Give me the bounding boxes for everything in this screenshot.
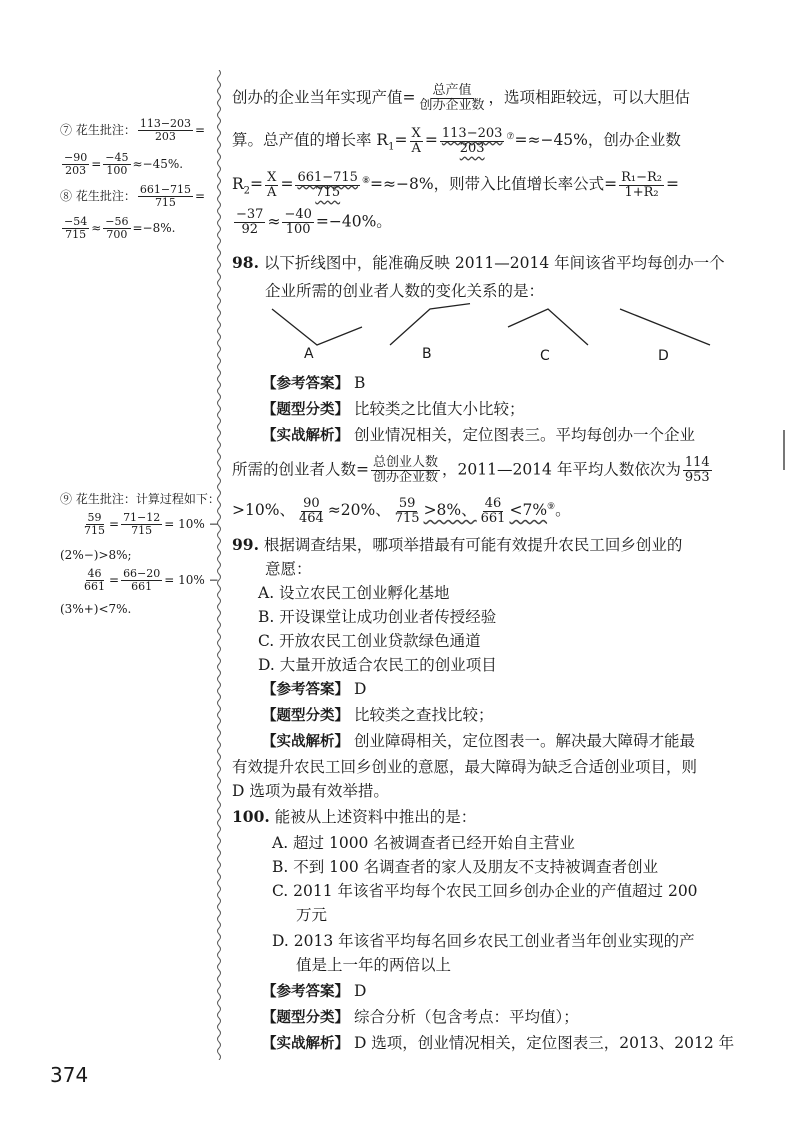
q100-option-d-2 xyxy=(296,954,451,976)
frac xyxy=(619,171,664,200)
side-note-7-fraction xyxy=(138,118,193,143)
frac-den: 715 xyxy=(394,510,420,526)
text: 万元 xyxy=(296,906,328,924)
answer-value: D xyxy=(353,680,367,698)
frac-den: 661 xyxy=(131,580,153,593)
frac-num: 总产值 xyxy=(432,83,472,98)
text: C. 2011 年该省平均每个农民工回乡创办企业的产值超过 200 xyxy=(272,882,698,900)
q99-option-a xyxy=(258,582,450,604)
frac-den: 92 xyxy=(241,222,258,237)
eq-sign: = xyxy=(109,573,120,587)
frac-den: 715 xyxy=(154,196,176,209)
frac xyxy=(121,568,162,593)
eq-sign: = xyxy=(109,517,120,531)
frac xyxy=(683,456,712,485)
q100-analysis-1 xyxy=(262,1032,734,1055)
q99-option-b xyxy=(258,606,496,628)
margin-divider xyxy=(216,70,222,1060)
frac-den: 创办企业数 xyxy=(419,98,485,113)
q98-analysis-3 xyxy=(232,496,571,526)
answer-tag: 【参考答案】 xyxy=(262,682,349,698)
text: 算。总产值的增长率 R xyxy=(232,131,389,150)
q99-analysis-2 xyxy=(232,756,697,778)
text: A. 设立农民工创业孵化基地 xyxy=(258,584,450,602)
text: ≈ xyxy=(267,212,281,231)
text: 意愿： xyxy=(265,560,312,578)
frac-num: −56 xyxy=(105,215,129,228)
frac-den: 464 xyxy=(298,510,324,526)
frac-num: 总创业人数 xyxy=(373,455,439,470)
approx-sign: ≈ xyxy=(91,221,102,235)
text: D. 2013 年该省平均每名回乡农民工创业者当年创业实现的产 xyxy=(272,932,695,950)
frac-den: 700 xyxy=(106,228,128,241)
text: = xyxy=(424,131,438,150)
frac-den: A xyxy=(411,140,421,156)
q98-answer xyxy=(262,372,365,395)
side-note-9-line4 xyxy=(80,568,219,593)
result-text: ≈−45%. xyxy=(132,157,184,171)
frac-num: 113−203 xyxy=(441,125,503,141)
text-line-1 xyxy=(232,84,690,113)
frac-den: 661 xyxy=(480,510,506,526)
frac-num: −90 xyxy=(64,151,88,164)
frac xyxy=(121,512,162,537)
side-note-7-label: ⑦ 花生批注： xyxy=(60,123,136,137)
frac-den: 100 xyxy=(106,164,128,177)
frac-den: 1+R₂ xyxy=(624,184,659,200)
frac-num: 46 xyxy=(87,567,102,580)
frac-num: 90 xyxy=(303,495,320,511)
q98-option-charts xyxy=(262,300,722,370)
frac xyxy=(62,152,89,177)
frac-num: −40 xyxy=(284,207,312,222)
text: <7% xyxy=(509,501,548,520)
text: B. 开设课堂让成功创业者传授经验 xyxy=(258,608,497,626)
frac-den: 715 xyxy=(131,524,153,537)
q100-answer xyxy=(262,980,366,1003)
text: ，2011—2014 年平均人数依次为 xyxy=(442,460,681,479)
question-number: 99. xyxy=(232,535,259,554)
result-text: = 10% − xyxy=(164,517,219,531)
q98-line-1 xyxy=(232,252,725,274)
type-tag: 【题型分类】 xyxy=(262,1010,349,1026)
frac-num: X xyxy=(267,169,277,185)
q99-answer xyxy=(262,678,366,701)
q98-type xyxy=(262,398,524,421)
footnote-mark: ⑦ xyxy=(506,132,515,142)
text-line-4 xyxy=(232,208,392,237)
frac-den: A xyxy=(267,184,277,200)
frac-den: 953 xyxy=(684,470,710,485)
q99-analysis-3 xyxy=(232,780,389,802)
q99-option-c xyxy=(258,630,481,652)
eq-sign: = xyxy=(195,123,206,137)
frac-den: 715 xyxy=(65,228,87,241)
text: 创业障碍相关，定位图表一。解决最大障碍才能最 xyxy=(353,732,695,750)
answer-tag: 【参考答案】 xyxy=(262,376,349,392)
subscript: 2 xyxy=(243,185,251,197)
frac xyxy=(371,456,440,485)
q98-line-2 xyxy=(265,280,544,302)
text: A. 超过 1000 名被调查者已经开始自主营业 xyxy=(272,834,575,852)
q99-line-2 xyxy=(265,558,312,580)
text: D 选项，创业情况相关，定位图表三，2013、2012 年 xyxy=(353,1034,735,1052)
result-text: (3%+)<7%. xyxy=(60,602,132,616)
side-note-9-line5 xyxy=(60,600,131,618)
result-text: =−8%. xyxy=(132,221,176,235)
eq-sign: = xyxy=(91,157,102,171)
frac xyxy=(82,512,107,537)
text: 创业情况相关，定位图表三。平均每创办一个企业 xyxy=(353,426,695,444)
frac xyxy=(103,152,130,177)
side-note-9-line2 xyxy=(80,512,219,537)
side-note-8-label: ⑧ 花生批注： xyxy=(60,189,136,203)
frac-den: 203 xyxy=(65,164,87,177)
question-number: 98. xyxy=(232,253,259,272)
side-note-9-line3 xyxy=(60,546,132,564)
footnote-mark: ⑧ xyxy=(361,176,371,186)
text: 有效提升农民工回乡创业的意愿，最大障碍为缺乏合适创业项目，则 xyxy=(232,758,698,776)
side-note-7 xyxy=(60,118,205,143)
option-a-label: A xyxy=(304,346,314,362)
type-value: 比较类之查找比较； xyxy=(353,706,494,724)
q100-option-a xyxy=(272,832,575,854)
footnote-mark: ⑨ xyxy=(547,502,556,512)
frac-num: 66−20 xyxy=(123,567,161,580)
frac xyxy=(479,497,508,526)
frac-den: 100 xyxy=(285,222,311,237)
q99-option-d xyxy=(258,654,497,676)
text: 能被从上述资料中推出的是： xyxy=(274,808,477,826)
analysis-tag: 【实战解析】 xyxy=(262,1036,349,1052)
text: =≈−8%，则带入比值增长率公式= xyxy=(370,175,618,194)
q100-type xyxy=(262,1006,579,1029)
q98-analysis-2 xyxy=(232,456,714,485)
text: =−40%。 xyxy=(315,212,392,231)
frac-num: 71−12 xyxy=(123,511,161,524)
q100-option-c-2 xyxy=(296,904,327,926)
frac-den: 203 xyxy=(459,140,485,156)
side-note-8-result xyxy=(60,216,175,241)
frac xyxy=(297,497,326,526)
text: = xyxy=(666,175,679,194)
side-note-9-label: ⑨ 花生批注：计算过程如下： xyxy=(60,492,220,506)
frac-num: 59 xyxy=(87,511,102,524)
margin-mark xyxy=(783,430,785,470)
result-text: = 10% − xyxy=(164,573,219,587)
side-note-7-result xyxy=(60,152,183,177)
text-line-3 xyxy=(232,170,679,202)
text: C. 开放农民工创业贷款绿色通道 xyxy=(258,632,481,650)
wavy-section xyxy=(391,495,548,526)
q100-line-1 xyxy=(232,806,476,828)
analysis-tag: 【实战解析】 xyxy=(262,428,349,444)
frac xyxy=(234,208,265,237)
frac-num: 114 xyxy=(684,455,710,470)
option-c-line xyxy=(508,309,588,345)
q100-option-b xyxy=(272,856,658,878)
frac-num: −54 xyxy=(64,215,88,228)
frac-den: 661 xyxy=(84,580,105,593)
type-value: 比较类之比值大小比较； xyxy=(353,400,525,418)
type-tag: 【题型分类】 xyxy=(262,708,349,724)
text: = xyxy=(250,175,264,194)
frac xyxy=(138,184,193,209)
side-note-9 xyxy=(60,490,220,508)
text: B. 不到 100 名调查者的家人及朋友不支持被调查者创业 xyxy=(272,858,659,876)
text: D. 大量开放适合农民工的创业项目 xyxy=(258,656,497,674)
frac xyxy=(265,171,278,200)
answer-value: D xyxy=(353,982,367,1000)
frac-num: R₁−R₂ xyxy=(621,169,662,185)
text-line-2 xyxy=(232,126,681,158)
eq-sign: = xyxy=(195,189,206,203)
text: 创办的企业当年实现产值= xyxy=(232,88,416,107)
page-number: 374 xyxy=(50,1063,89,1087)
frac-den: 创办企业数 xyxy=(373,470,439,485)
frac xyxy=(82,568,107,593)
frac-num: 59 xyxy=(398,495,416,511)
q99-analysis-1 xyxy=(262,730,695,753)
frac xyxy=(418,84,487,113)
frac-num: X xyxy=(411,125,421,141)
answer-value: B xyxy=(353,374,366,392)
text: >8%、 xyxy=(423,501,477,520)
frac-num: −37 xyxy=(236,207,264,222)
frac-num: −45 xyxy=(105,151,129,164)
text: = xyxy=(394,131,408,150)
option-d-label: D xyxy=(658,348,669,364)
text: ≈20%、 xyxy=(327,501,391,520)
text: ，选项相距较远，可以大胆估 xyxy=(488,88,691,107)
q99-type xyxy=(262,704,493,727)
option-d-line xyxy=(620,309,710,345)
frac-num: 113−203 xyxy=(139,117,192,130)
type-value: 综合分析（包含考点：平均值）； xyxy=(353,1008,579,1026)
text: R xyxy=(232,175,244,194)
text: 。 xyxy=(555,501,571,520)
subscript: 1 xyxy=(388,141,395,153)
frac xyxy=(282,208,313,237)
text: 所需的创业者人数= xyxy=(232,460,369,479)
frac-den: 203 xyxy=(154,130,176,143)
option-b-line xyxy=(390,304,470,345)
side-note-8 xyxy=(60,184,205,209)
text: 根据调查结果，哪项举措最有可能有效提升农民工回乡创业的 xyxy=(263,536,683,554)
frac xyxy=(62,216,89,241)
text: >10%、 xyxy=(232,501,295,520)
frac xyxy=(393,497,422,526)
frac-den: 715 xyxy=(315,184,341,200)
frac-num: 661−715 xyxy=(297,169,358,185)
text: 企业所需的创业者人数的变化关系的是： xyxy=(265,282,545,300)
answer-tag: 【参考答案】 xyxy=(262,984,349,1000)
option-a-line xyxy=(272,309,362,345)
analysis-tag: 【实战解析】 xyxy=(262,734,349,750)
type-tag: 【题型分类】 xyxy=(262,402,349,418)
option-c-label: C xyxy=(540,348,550,364)
result-text: (2%−)>8%; xyxy=(60,548,132,562)
q100-option-c-1 xyxy=(272,880,698,902)
q99-line-1 xyxy=(232,534,682,556)
text: = xyxy=(280,175,294,194)
frac xyxy=(295,171,360,200)
frac-den: 715 xyxy=(84,524,105,537)
text: 值是上一年的两倍以上 xyxy=(296,956,452,974)
question-number: 100. xyxy=(232,807,270,826)
text: =≈−45%，创办企业数 xyxy=(514,131,681,150)
option-b-label: B xyxy=(422,346,432,362)
q98-analysis-1 xyxy=(262,424,695,447)
frac-num: 46 xyxy=(484,495,502,511)
frac xyxy=(103,216,130,241)
frac-num: 661−715 xyxy=(139,183,192,196)
frac xyxy=(440,127,505,156)
text: D 选项为最有效举措。 xyxy=(232,782,389,800)
text: 以下折线图中，能准确反映 2011—2014 年间该省平均每创办一个 xyxy=(263,254,725,272)
q100-option-d-1 xyxy=(272,930,695,952)
frac xyxy=(409,127,422,156)
